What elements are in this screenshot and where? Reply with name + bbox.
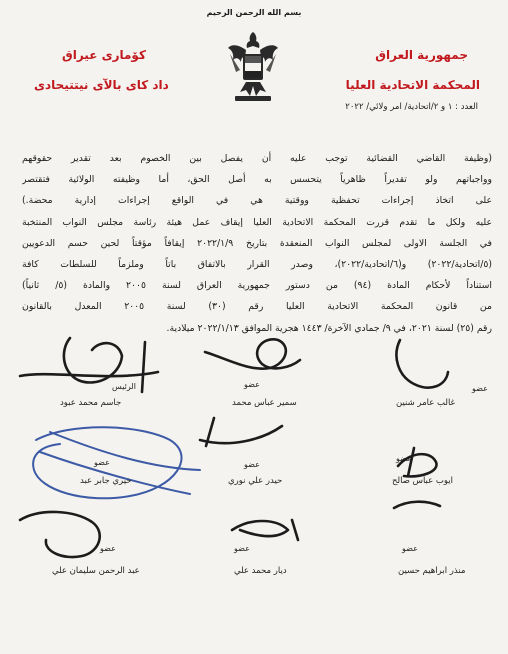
- body-line-8: من قانون المحكمة الاتحادية العليا رقم (٣٠) لسنة ٢٠٠٥ المعدل بالقانون: [22, 301, 492, 313]
- signature-bottom-right: [394, 502, 440, 508]
- signatory-name-president: جاسم محمد عبود: [60, 398, 122, 408]
- body-line-5: في الجلسة الاولى لمجلس النواب المنعقدة بتاريخ ٢٠٢٢/١/٩ إيقافاً مؤقتاً لحين حسم الدعويين: [22, 237, 492, 249]
- body-line-3: على اتخاذ إجراءات تحفظية ووقتية هي في الواقع إجراءات إدارية محضة.): [22, 195, 492, 207]
- signature-samir: [205, 339, 300, 368]
- header-court-kurdish: داد كاى بالآى نيتتيحادى: [34, 78, 169, 92]
- header-country-kurdish: كۆماری عیراق: [62, 48, 146, 62]
- header-country-arabic: جمهورية العراق: [375, 48, 468, 62]
- signatory-role-abdulrahman: عضو: [100, 544, 116, 553]
- signatory-role-haidar: عضو: [244, 460, 260, 469]
- signatory-role-samir: عضو: [244, 380, 260, 389]
- signatory-role-ghalib: عضو: [472, 384, 488, 393]
- signatory-name-abdulrahman: عبد الرحمن سليمان علي: [52, 566, 140, 576]
- basmala: بسم الله الرحمن الرحيم: [206, 8, 302, 17]
- header-court-arabic: المحكمة الاتحادية العليا: [345, 78, 480, 92]
- signatory-role-ayoub: عضو: [396, 454, 412, 463]
- signature-diyar: [232, 520, 298, 540]
- signatory-role-diyar: عضو: [234, 544, 250, 553]
- document-reference-number: العدد : ١ و ٢/اتحادية/ امر ولائي/ ٢٠٢٢: [345, 102, 478, 112]
- body-line-2: وواجباتهم ولو تقديراً ظاهرياً يتحسس به أصل الحق، أما وظيفته الولائية فتقتصر: [22, 174, 492, 186]
- signatory-role-munther: عضو: [402, 544, 418, 553]
- body-line-6: (٥/اتحادية/٢٠٢٢) و(٦/اتحادية/٢٠٢٢)، وصدر القرار بالاتفاق باتاً وملزماً للسلطات كافة: [22, 259, 492, 271]
- signature-ghalib: [396, 340, 448, 388]
- body-line-4: عليه ولكل ما تقدم قررت المحكمة الاتحادية العليا إيقاف عمل هيئة رئاسة مجلس النواب المنتخبة: [22, 216, 492, 228]
- signature-president: [20, 338, 158, 392]
- signatory-name-samir: سمير عباس محمد: [232, 398, 297, 408]
- signatory-name-diyar: ديار محمد علي: [234, 566, 287, 576]
- signatory-role-president: الرئيس: [112, 382, 136, 391]
- signatory-role-khairi: عضو: [94, 458, 110, 467]
- signatory-name-ghalib: غالب عامر شنين: [396, 398, 456, 408]
- signature-khairi-blue: [33, 427, 200, 498]
- signatory-name-ayoub: ايوب عباس صالح: [392, 476, 454, 486]
- signature-abdulrahman: [20, 512, 100, 557]
- signatory-name-munther: منذر ابراهيم حسين: [398, 566, 466, 576]
- signature-haidar: [200, 418, 282, 446]
- signatory-name-khairi: خيري جابر عبد: [80, 476, 132, 486]
- signatory-name-haidar: حيدر علي نوري: [228, 476, 283, 486]
- body-line-1: (وظيفة القاضي القضائية توجب عليه أن يفصل بين الخصوم بعد تقدير حقوقهم: [22, 153, 492, 164]
- body-line-9: رقم (٢٥) لسنة ٢٠٢١، في ٩/ جمادي الآخرة/ ١٤٤٣ هجرية الموافق ٢٠٢٢/١/١٣ ميلادية.: [166, 322, 492, 334]
- body-line-7: استناداً لأحكام المادة (٩٤) من دستور جمهورية العراق لسنة ٢٠٠٥ والمادة (٥/ ثانياً): [22, 280, 492, 292]
